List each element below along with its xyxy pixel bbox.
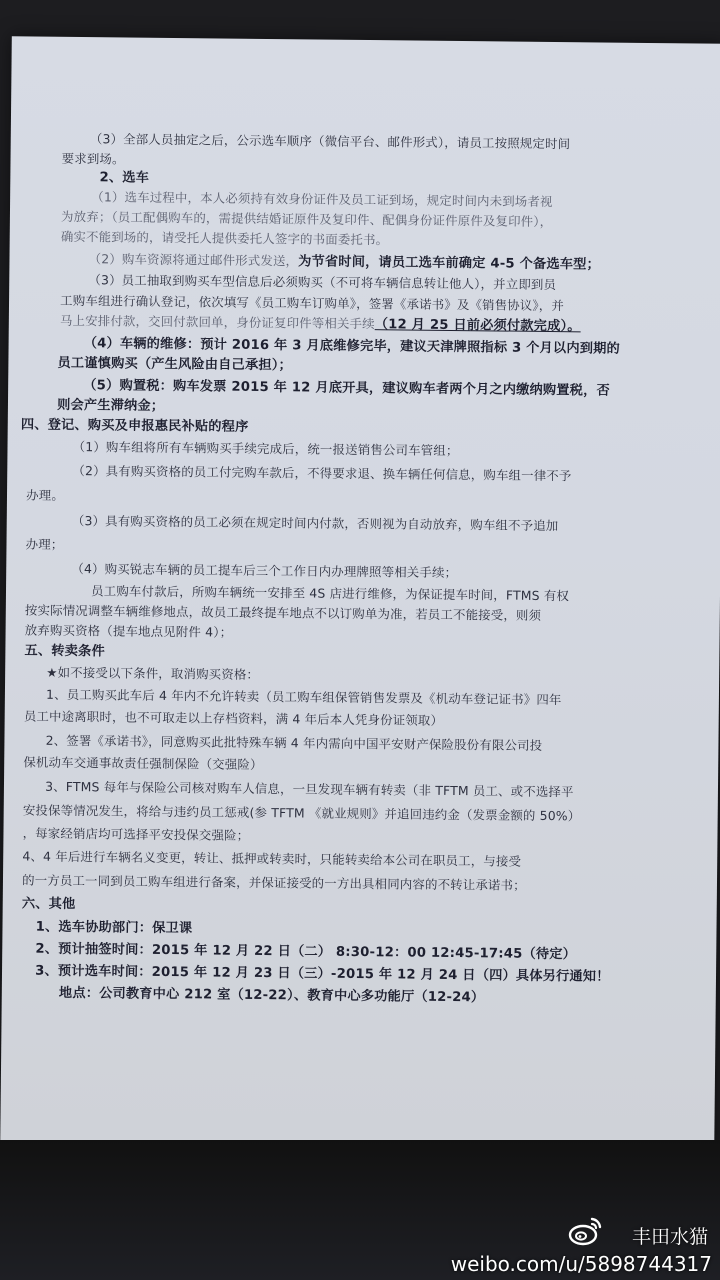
doc-line: （4）购买锐志车辆的员工提车后三个工作日内办理牌照等相关手续；	[71, 561, 458, 581]
doc-line: 地点：公司教育中心 212 室（12-22）、教育中心多功能厅（12-24）	[58, 985, 485, 1006]
doc-line: 3、预计选车时间：2015 年 12 月 23 日（三）-2015 年 12 月 24 日（四）具体另行通知！	[35, 963, 610, 985]
doc-line: 1、员工购买此车后 4 年内不允许转卖（员工购车组保管销售发票及《机动车登记证书》四年	[46, 686, 562, 708]
doc-line: （1）选车过程中，本人必须持有效身份证件及员工证到场，规定时间内未到场者视	[91, 189, 553, 210]
doc-line-part: （2）购车资源将通过邮件形式发送，	[88, 251, 299, 269]
doc-line: ，每家经销店均可选择平安投保交强险；	[22, 825, 250, 843]
section-heading: 四、登记、购买及申报惠民补贴的程序	[20, 417, 249, 435]
doc-line: （3）员工抽取到购买车型信息后必须购买（不可将车辆信息转让他人），并立即到员	[88, 272, 557, 293]
doc-line: （5）购置税：购车发票 2015 年 12 月底开具，建议购车者两个月之内缴纳购置税，否	[83, 378, 610, 399]
doc-line: 办理；	[25, 536, 64, 552]
doc-line: （1）购车组将所有车辆购买手续完成后，统一报送销售公司车管组；	[72, 439, 459, 459]
doc-line: 则会产生滞纳金；	[57, 397, 165, 414]
doc-line-part: 为节省时间，请员工选车前确定 4-5 个备选车型；	[298, 254, 601, 273]
doc-line: 3、FTMS 每年与保险公司核对购车人信息，一旦发现车辆有转卖（非 TFTM 员工、或不选择平	[45, 778, 574, 800]
doc-line: 保机动车交通事故责任强制保险（交强险）	[23, 754, 263, 773]
doc-line: 按实际情况调整车辆维修地点，故员工最终提车地点不以订购单为准，若员工不能接受，则须	[24, 602, 542, 623]
doc-line: 安投保等情况发生，将给与违约员工惩戒(参 TFTM 《就业规则》并追回违约金（发票金额的 50%）	[22, 802, 581, 824]
doc-line: （3）全部人员抽定之后，公示选车顺序（微信平台、邮件形式），请员工按照规定时间	[89, 131, 571, 152]
section-heading: 2、选车	[99, 170, 150, 186]
doc-line: 员工谨慎购买（产生风险由自己承担）；	[57, 355, 293, 374]
watermark-username: 丰田水猫	[631, 1226, 708, 1248]
doc-line: 放弃购买资格（提车地点见附件 4）；	[24, 622, 233, 640]
doc-line: ★如不接受以下条件，取消购买资格：	[46, 664, 260, 682]
doc-line: 的一方员工一同到员工购车组进行备案，并保证接受的一方出具相同内容的不转让承诺书；	[22, 872, 526, 893]
doc-line: 2、签署《承诺书》，同意购买此批特殊车辆 4 年内需向中国平安财产保险股份有限公司投	[45, 732, 543, 753]
doc-line: 为放弃；（员工配偶购车的，需提供结婚证原件及复印件、配偶身份证件原件及复印件），	[61, 208, 553, 230]
doc-line: 员工中途离职时，也不可取走以上存档资料，满 4 年后本人凭身份证领取）	[23, 708, 444, 728]
doc-line: 2、预计抽签时间：2015 年 12 月 22 日（二） 8:30-12：00 12:45-17:45（待定）	[35, 941, 577, 963]
doc-line: 员工购车付款后，所购车辆统一安排至 4S 店进行维修，为保证提车时间，FTMS 有权	[91, 583, 570, 604]
section-heading: 六、其他	[21, 896, 76, 913]
watermark-url: weibo.com/u/5898744317	[450, 1252, 712, 1276]
doc-line: （4）车辆的维修：预计 2016 年 3 月底维修完毕，建议天津牌照指标 3 个月以内到期的	[83, 336, 620, 357]
section-heading: 五、转卖条件	[24, 643, 105, 660]
doc-line: 确实不能到场的，请受托人提供委托人签字的书面委托书。	[60, 228, 389, 248]
doc-line-part: 马上安排付款，交回付款回单，身份证复印件等相关手续	[59, 312, 375, 332]
doc-line-part: （12 月 25 日前必须付款完成）。	[374, 317, 581, 335]
doc-line: 工购车组进行确认登记，依次填写《员工购车订购单》，签署《承诺书》及《销售协议》，并	[60, 292, 565, 314]
doc-line: 要求到场。	[61, 150, 125, 167]
doc-line: （2）具有购买资格的员工付完购车款后，不得要求退、换车辆任何信息，购车组一律不予	[72, 463, 572, 484]
doc-line: 4、4 年后进行车辆名义变更，转让、抵押或转卖时，只能转卖给本公司在职员工，与接受	[22, 848, 522, 869]
weibo-logo-icon	[568, 1214, 602, 1248]
doc-line: （3）具有购买资格的员工必须在规定时间内付款，否则视为自动放弃，购车组不予追加	[71, 513, 559, 534]
doc-line: 1、选车协助部门：保卫课	[35, 919, 193, 937]
doc-line: 办理。	[26, 487, 65, 503]
